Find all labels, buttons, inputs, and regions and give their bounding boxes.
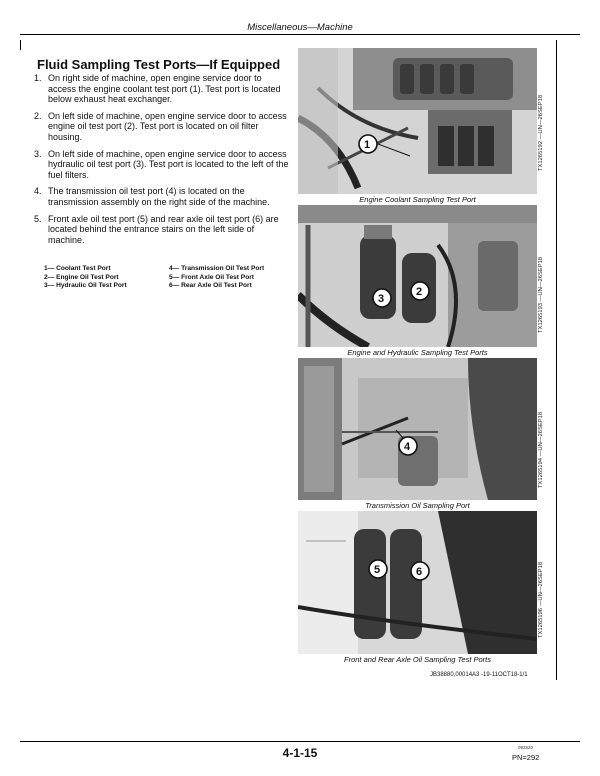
legend-item: 2— Engine Oil Test Port (44, 273, 119, 281)
transmission-illustration (298, 358, 537, 500)
step-text: On left side of machine, open engine service door to access engine oil test port (2). Test port is located on oil filter housing. (48, 110, 287, 142)
callout-4 (399, 437, 417, 455)
page-title: Fluid Sampling Test Ports—If Equipped (37, 57, 281, 72)
document-reference: JB38880,00014A3 -19-11OCT18-1/1 (430, 672, 528, 678)
right-margin-rule (556, 40, 557, 680)
figure-caption: Front and Rear Axle Oil Sampling Test Ports (343, 655, 491, 664)
step-list (34, 73, 290, 251)
callout-3 (373, 289, 391, 307)
engine-coolant-illustration (298, 48, 537, 194)
figure-code: TX1265193 —UN—26SEP18 (538, 256, 544, 334)
figure-caption: Transmission Oil Sampling Port (365, 501, 470, 510)
callout-number: 1 (364, 139, 371, 151)
page-number: 4-1-15 (282, 746, 318, 760)
figure-transmission (298, 358, 537, 500)
footer-code: 092520 (518, 745, 534, 750)
step-number: 1. (34, 73, 42, 83)
callout-number: 6 (416, 566, 423, 578)
legend-item: 5— Front Axle Oil Test Port (169, 273, 254, 281)
axles-illustration (298, 511, 537, 654)
figure-code: TX1265194 —UN—26SEP18 (538, 411, 544, 489)
engine-hydraulic-illustration (298, 205, 537, 347)
callout-5 (369, 560, 387, 578)
section-header: Miscellaneous—Machine (247, 22, 353, 33)
step-number: 2. (34, 110, 42, 121)
legend-item: 4— Transmission Oil Test Port (169, 265, 265, 272)
callout-number: 2 (416, 286, 423, 298)
step-text: Front axle oil test port (5) and rear axle oil test port (6) are located behind the entrance stairs on the left side of machine. (48, 213, 279, 245)
step-item (34, 73, 290, 105)
callout-1 (359, 135, 377, 153)
figure-caption: Engine and Hydraulic Sampling Test Ports (347, 348, 488, 357)
figure-caption: Engine Coolant Sampling Test Port (359, 195, 476, 204)
callout-2 (411, 282, 429, 300)
left-tick (20, 40, 21, 50)
step-item (34, 111, 290, 143)
step-item (34, 186, 290, 207)
figure-code: TX1265196 —UN—26SEP18 (538, 561, 544, 639)
step-text: The transmission oil test port (4) is located on the transmission assembly on the right side of the machine. (48, 186, 270, 207)
legend-item: 3— Hydraulic Oil Test Port (44, 282, 127, 289)
legend-item: 6— Rear Axle Oil Test Port (169, 282, 252, 289)
figure-engine-coolant (298, 48, 537, 194)
step-item (34, 214, 290, 246)
footer-rule (20, 741, 580, 742)
callout-6 (411, 562, 429, 580)
callout-number: 5 (374, 564, 381, 576)
callout-number: 3 (378, 293, 385, 305)
step-number: 3. (34, 148, 42, 159)
step-text: On right side of machine, open engine service door to access the engine coolant test port (1). Test port is located below exhaust heat exchanger. (48, 73, 281, 105)
header-rule (20, 34, 580, 35)
legend-column-left (44, 265, 169, 291)
legend-column-right (169, 265, 294, 291)
step-item (34, 149, 290, 181)
step-text: On left side of machine, open engine service door to access hydraulic oil test port (3). Test port is located to the left of the fuel filters. (48, 148, 289, 180)
figure-code: TX1265192 —UN—26SEP18 (538, 94, 544, 172)
step-number: 4. (34, 186, 42, 197)
legend-item: 1— Coolant Test Port (44, 265, 111, 272)
step-number: 5. (34, 213, 42, 224)
figure-axles (298, 511, 537, 654)
figure-engine-hydraulic (298, 205, 537, 347)
callout-number: 4 (404, 441, 411, 453)
pn-label: PN=292 (512, 753, 540, 762)
